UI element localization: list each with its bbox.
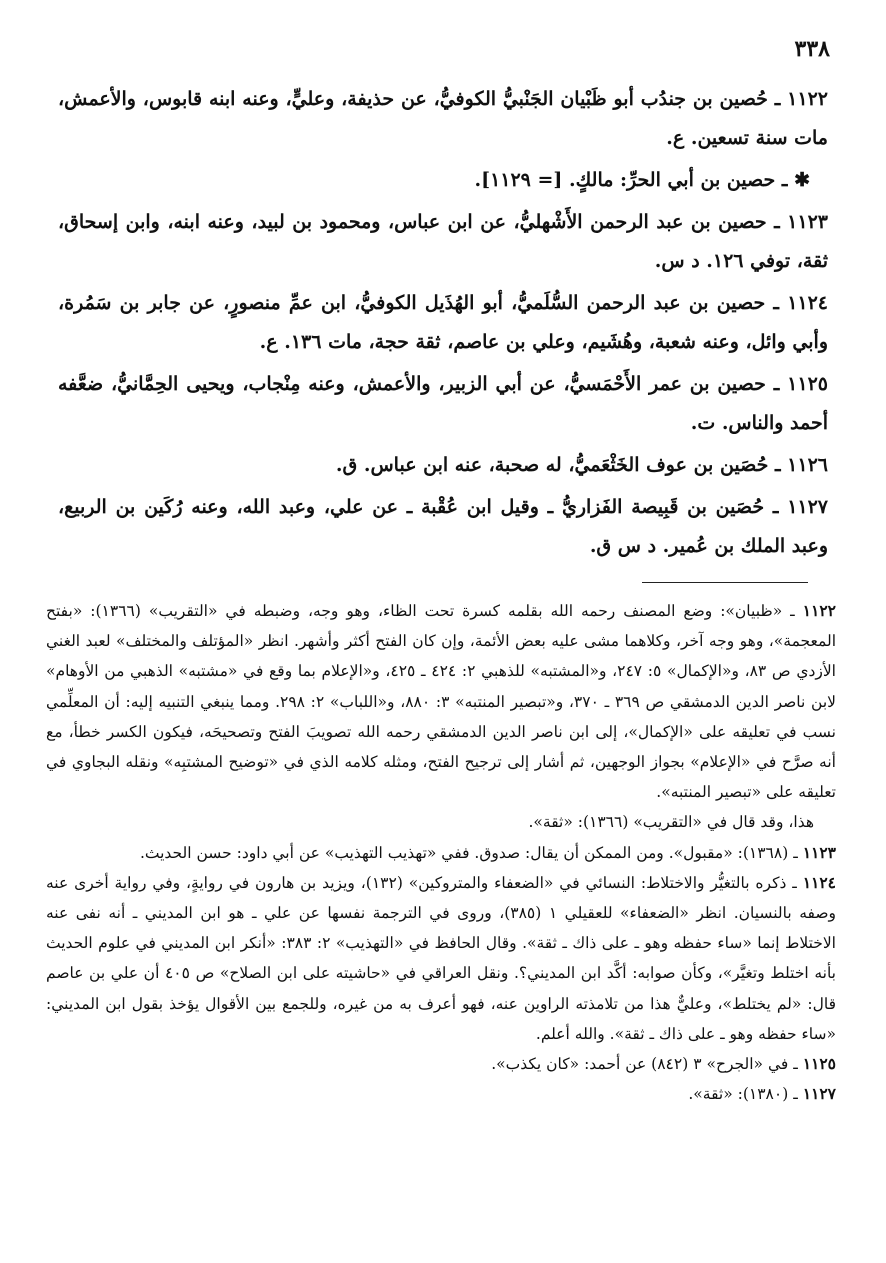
- footnote-1127: ١١٢٧ ـ (١٣٨٠): «ثقة».: [688, 1084, 836, 1104]
- entry-text: حصين بن عبد الرحمن السُّلَميُّ، أبو الهُذَيل الكوفيُّ، ابن عمِّ منصورٍ، عن جابر بن سَمُرة، وأبي وائل، وعنه شعبة، وهُشَيم، وعلي بن عاصم، ثقة حجة، مات ١٣٦. ع.: [58, 292, 828, 353]
- entry-1124: ١١٢٤ ـ حصين بن عبد الرحمن السُّلَميُّ، أبو الهُذَيل الكوفيُّ، ابن عمِّ منصورٍ، عن جابر بن سَمُرة، وأبي وائل، وعنه شعبة، وهُشَيم، وعلي بن عاصم، ثقة حجة، مات ١٣٦. ع.: [58, 292, 829, 353]
- entry-cross-reference: ✱ ـ حصين بن أبي الحرِّ: مالكٍ. [= ١١٢٩].: [474, 169, 810, 191]
- footnote-number: ١١٢٥: [802, 1054, 836, 1074]
- footnote-1122: ١١٢٢ ـ «ظبيان»: وضع المصنف رحمه الله بقلمه كسرة تحت الظاء، وهو وجه، وضبطه في «التقريب» (١٣٦٦): «بفتح المعجمة»، وهو وجه آخر، وكلاهما مشى عليه بعض الأئمة، وإن كان الفتح أكثر وأشهر. انظر «المؤتلف والمختلف» لعبد الغني الأزدي ص ٨٣، و«الإكمال» ٥: ٢٤٧، و«المشتبه» للذهبي ٢: ٤٢٤ ـ ٤٢٥، و«الإعلام بما وقع في «مشتبه» الذهبي من الأوهام» لابن ناصر الدين الدمشقي ص ٣٦٩ ـ ٣٧٠، و«تبصير المنتبه» ٣: ٨٨٠، و«اللباب» ٢: ٢٩٨. ومما ينبغي التنبيه إليه: أن المعلِّمي نسب في تعليقه على «الإكمال»، إلى ابن ناصر الدين الدمشقي رحمه الله تصويبَ الفتح وتصحيحَه، فيكون الكسر خطأ، مع أنه صرَّح في «الإعلام» بجواز الوجهين، ثم أشار إلى ترجيح الفتح، ومثله كلامه الذي في «توضيح المشتبِه» ونقله البجاوي في تعليقه على «تبصير المنتبه».: [46, 601, 836, 802]
- footnote-number: ١١٢٣: [802, 842, 836, 862]
- entry-number: ١١٢٥: [787, 373, 828, 395]
- footnote-1125: ١١٢٥ ـ في «الجرح» ٣ (٨٤٢) عن أحمد: «كان يكذب».: [491, 1054, 836, 1074]
- entry-number: ١١٢٤: [787, 292, 829, 314]
- star-icon: ✱: [794, 169, 810, 191]
- entry-number: ١١٢٦: [787, 454, 828, 476]
- footnote-1123: ١١٢٣ ـ (١٣٦٨): «مقبول». ومن الممكن أن يقال: صدوق. ففي «تهذيب التهذيب» عن أبي داود: حسن الحديث.: [139, 842, 836, 862]
- entry-text: حصين بن عبد الرحمن الأَشْهليُّ، عن ابن عباس، ومحمود بن لبيد، وعنه ابنه، وابن إسحاق، ثقة، توفي ١٢٦. د س.: [58, 211, 828, 272]
- footnotes: [46, 596, 836, 1109]
- footnote-1122-continuation: هذا، وقد قال في «التقريب» (١٣٦٦): «ثقة».: [528, 813, 814, 832]
- main-text: [58, 80, 828, 569]
- footnote-number: ١١٢٢: [802, 601, 836, 620]
- footnote-text: في «الجرح» ٣ (٨٤٢) عن أحمد: «كان يكذب».: [491, 1055, 789, 1074]
- footnote-1124: ١١٢٤ ـ ذكره بالتغيُّر والاختلاط: النسائي في «الضعفاء والمتروكين» (١٣٢)، ويزيد بن هارون في روايةٍ، وفي رواية أخرى عنه وصفه بالنسيان. انظر «الضعفاء» للعقيلي ١ (٣٨٥)، وروى في الترجمة نفسها عن علي ـ هو ابن المديني ـ أنه نفى عنه الاختلاط إنما «ساء حفظه وهو ـ على ذاك ـ ثقة». وقال الحافظ في «التهذيب» ٢: ٣٨٣: «أنكر ابن المديني في علوم الحديث بأنه اختلط وتغيَّر»، وكأن صوابه: أكَّد ابن المديني؟. ونقل العراقي في «حاشيته على ابن الصلاح» ص ٤٠٥ أن علي بن عاصم قال: «لم يختلط»، وعليٌّ هذا من تلامذته الراوين عنه، فهو أعرف به من غيره، وللجمع بين الأقوال يؤخذ بقول ابن المديني: «ساء حفظه وهو ـ على ذاك ـ ثقة». والله أعلم.: [46, 872, 836, 1043]
- entry-text: حُصين بن جندُب أبو ظَبْيان الجَنْبيُّ الكوفيُّ، عن حذيفة، وعليٍّ، وعنه ابنه قابوس، والأعمش، مات سنة تسعين. ع.: [58, 88, 828, 149]
- entry-1123: ١١٢٣ ـ حصين بن عبد الرحمن الأَشْهليُّ، عن ابن عباس، ومحمود بن لبيد، وعنه ابنه، وابن إسحاق، ثقة، توفي ١٢٦. د س.: [58, 211, 828, 272]
- footnote-number: ١١٢٧: [802, 1084, 836, 1104]
- footnote-number: ١١٢٤: [802, 872, 836, 892]
- footnote-text: «ظبيان»: وضع المصنف رحمه الله بقلمه كسرة تحت الظاء، وهو وجه، وضبطه في «التقريب» (١٣٦٦): «بفتح المعجمة»، وهو وجه آخر، وكلاهما مشى عليه بعض الأئمة، وإن كان الفتح أكثر وأشهر. انظر «المؤتلف والمختلف» لعبد الغني الأزدي ص ٨٣، و«الإكمال» ٥: ٢٤٧، و«المشتبه» للذهبي ٢: ٤٢٤ ـ ٤٢٥، و«الإعلام بما وقع في «مشتبه» الذهبي من الأوهام» لابن ناصر الدين الدمشقي ص ٣٦٩ ـ ٣٧٠، و«تبصير المنتبه» ٣: ٨٨٠، و«اللباب» ٢: ٢٩٨. ومما ينبغي التنبيه إليه: أن المعلِّمي نسب في تعليقه على «الإكمال»، إلى ابن ناصر الدين الدمشقي رحمه الله تصويبَ الفتح وتصحيحَه، فيكون الكسر خطأ، مع أنه صرَّح في «الإعلام» بجواز الوجهين، ثم أشار إلى ترجيح الفتح، ومثله كلامه الذي في «توضيح المشتبِه» ونقله البجاوي في تعليقه على «تبصير المنتبه».: [46, 602, 836, 802]
- page-number: ٣٣٨: [794, 36, 830, 62]
- entry-text: حُصَين بن عوف الخَثْعَميُّ، له صحبة، عنه ابن عباس. ق.: [335, 454, 769, 476]
- entry-text: حُصَين بن قَبِيصة الفَزاريُّ ـ وقيل ابن عُقْبة ـ عن علي، وعبد الله، وعنه رُكَين بن الربيع، وعبد الملك بن عُمير. د س ق.: [58, 496, 828, 557]
- entry-text: حصين بن أبي الحرِّ: مالكٍ. [= ١١٢٩].: [474, 169, 776, 191]
- entry-1122: ١١٢٢ ـ حُصين بن جندُب أبو ظَبْيان الجَنْبيُّ الكوفيُّ، عن حذيفة، وعليٍّ، وعنه ابنه قابوس، والأعمش، مات سنة تسعين. ع.: [58, 88, 828, 149]
- footnote-text: (١٣٦٨): «مقبول». ومن الممكن أن يقال: صدوق. ففي «تهذيب التهذيب» عن أبي داود: حسن الحديث.: [139, 843, 789, 862]
- entry-1125: ١١٢٥ ـ حصين بن عمر الأَحْمَسيُّ، عن أبي الزبير، والأعمش، وعنه مِنْجاب، ويحيى الحِمَّانيُّ، ضعَّفه أحمد والناس. ت.: [58, 373, 828, 434]
- entry-text: حصين بن عمر الأَحْمَسيُّ، عن أبي الزبير، والأعمش، وعنه مِنْجاب، ويحيى الحِمَّانيُّ، ضعَّفه أحمد والناس. ت.: [58, 373, 828, 434]
- footnote-text: (١٣٨٠): «ثقة».: [688, 1085, 789, 1104]
- entry-1127: ١١٢٧ ـ حُصَين بن قَبِيصة الفَزاريُّ ـ وقيل ابن عُقْبة ـ عن علي، وعبد الله، وعنه رُكَين بن الربيع، وعبد الملك بن عُمير. د س ق.: [58, 496, 829, 557]
- footnote-text: ذكره بالتغيُّر والاختلاط: النسائي في «الضعفاء والمتروكين» (١٣٢)، ويزيد بن هارون في روايةٍ، وفي رواية أخرى عنه وصفه بالنسيان. انظر «الضعفاء» للعقيلي ١ (٣٨٥)، وروى في الترجمة نفسها عن علي ـ هو ابن المديني ـ أنه نفى عنه الاختلاط إنما «ساء حفظه وهو ـ على ذاك ـ ثقة». وقال الحافظ في «التهذيب» ٢: ٣٨٣: «أنكر ابن المديني في علوم الحديث بأنه اختلط وتغيَّر»، وكأن صوابه: أكَّد ابن المديني؟. ونقل العراقي في «حاشيته على ابن الصلاح» ص ٤٠٥ أن علي بن عاصم قال: «لم يختلط»، وعليٌّ هذا من تلامذته الراوين عنه، فهو أعرف به من غيره، وللجمع بين الأقوال يؤخذ بقول ابن المديني: «ساء حفظه وهو ـ على ذاك ـ ثقة». والله أعلم.: [46, 873, 836, 1043]
- entry-number: ١١٢٧: [787, 496, 829, 518]
- entry-number: ١١٢٢: [787, 88, 828, 110]
- entry-number: ١١٢٣: [787, 211, 828, 233]
- footnote-divider: [642, 582, 808, 583]
- entry-1126: ١١٢٦ ـ حُصَين بن عوف الخَثْعَميُّ، له صحبة، عنه ابن عباس. ق.: [335, 454, 828, 476]
